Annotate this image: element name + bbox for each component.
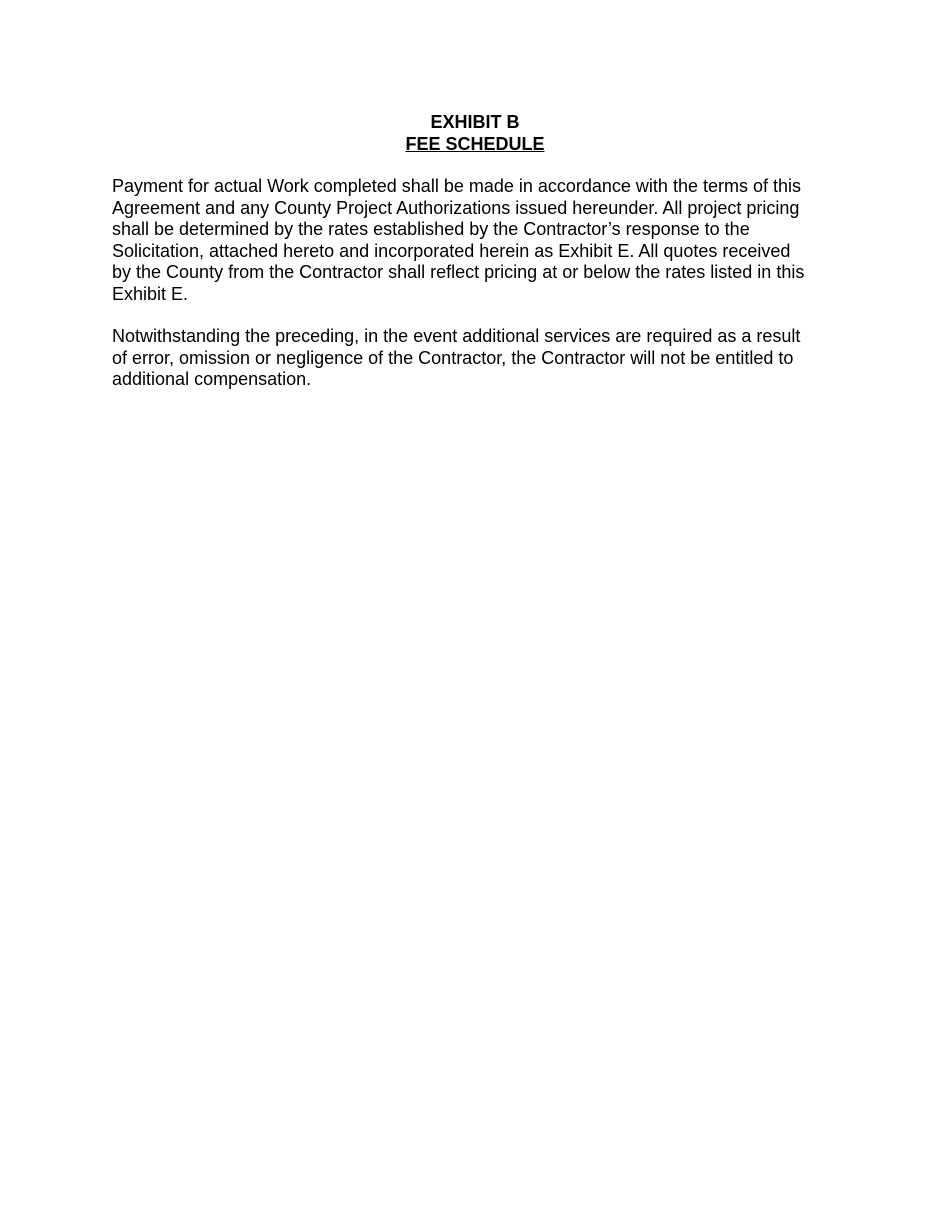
- paragraph-additional-services: Notwithstanding the preceding, in the event additional services are required as a result of error, omission or negligence of the Contractor, the Contractor will not be entitled to additional compensation.: [112, 326, 801, 389]
- exhibit-title: EXHIBIT B: [430, 112, 520, 132]
- paragraph-payment-terms: Payment for actual Work completed shall be made in accordance with the terms of this Agreement and any County Project Authorizations issued hereunder. All project pricing shall be determined by the rates established by the Contractor’s response to the Solicitation, attached hereto and incorporated herein as Exhibit E. All quotes received by the County from the Contractor shall reflect pricing at or below the rates listed in this Exhibit E.: [112, 176, 805, 304]
- section-title: FEE SCHEDULE: [405, 134, 545, 154]
